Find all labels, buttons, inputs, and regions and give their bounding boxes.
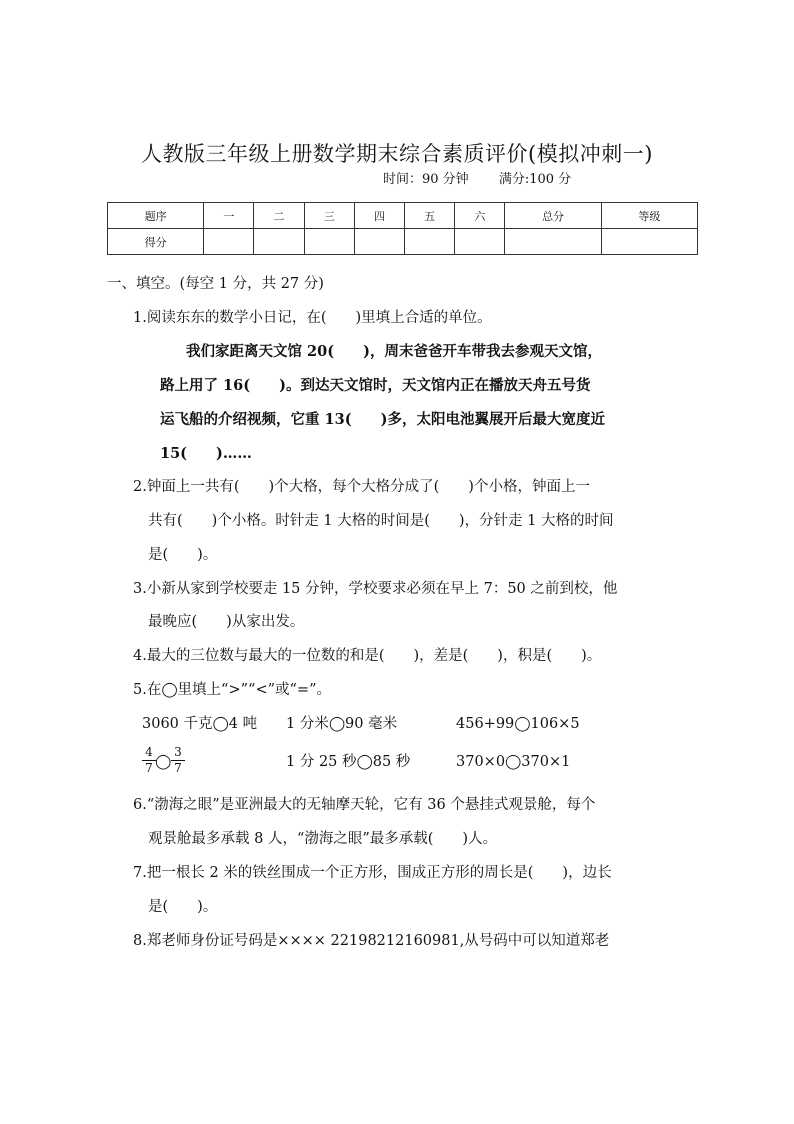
exam-info	[383, 168, 597, 187]
score-cell: 总分	[505, 203, 601, 229]
score-table-header-row	[108, 203, 698, 229]
question-3-cont: 最晚应( )从家出发。	[148, 614, 305, 630]
compare-circle: ◯	[155, 754, 172, 770]
diary-line: 15( )……	[160, 445, 252, 462]
exam-full-score: 满分:100 分	[498, 172, 572, 187]
diary-line: 运飞船的介绍视频，它重 13( )多，太阳电池翼展开后最大宽度近	[160, 411, 605, 428]
compare-item: 3060 千克◯4 吨	[142, 716, 258, 732]
score-cell: 三	[304, 203, 354, 229]
question-5: 5.在◯里填上“>”“<”或“=”。	[133, 682, 331, 698]
question-1: 1.阅读东东的数学小日记，在( )里填上合适的单位。	[133, 310, 492, 326]
score-cell: 六	[455, 203, 505, 229]
diary-line: 路上用了 16( )。到达天文馆时，天文馆内正在播放天舟五号货	[160, 377, 591, 394]
score-input-cell[interactable]	[204, 229, 254, 255]
page-title: 人教版三年级上册数学期末综合素质评价(模拟冲刺一)	[141, 142, 653, 166]
compare-item: 456+99◯106×5	[456, 716, 580, 732]
score-cell: 得分	[108, 229, 204, 255]
diary-line: 我们家距离天文馆 20( )，周末爸爸开车带我去参观天文馆，	[186, 343, 602, 360]
question-7: 7.把一根长 2 米的铁丝围成一个正方形，围成正方形的周长是( )，边长	[133, 865, 612, 881]
score-cell: 二	[254, 203, 304, 229]
question-7-cont: 是( )。	[148, 899, 218, 915]
question-3: 3.小新从家到学校要走 15 分钟，学校要求必须在早上 7：50 之前到校，他	[133, 581, 618, 597]
score-cell: 题序	[108, 203, 204, 229]
question-2: 2.钟面上一共有( )个大格，每个大格分成了( )个小格，钟面上一	[133, 479, 590, 495]
score-input-cell[interactable]	[354, 229, 404, 255]
question-6: 6.“渤海之眼”是亚洲最大的无轴摩天轮，它有 36 个悬挂式观景舱，每个	[133, 797, 596, 813]
score-cell: 等级	[601, 203, 697, 229]
question-6-cont: 观景舱最多承载 8 人，“渤海之眼”最多承载( )人。	[148, 831, 498, 847]
question-4: 4.最大的三位数与最大的一位数的和是( )，差是( )，积是( )。	[133, 648, 602, 664]
fraction-three-sevenths: 3 7	[171, 746, 185, 775]
question-2-cont: 共有( )个小格。时针走 1 大格的时间是( )，分针走 1 大格的时间	[148, 513, 614, 529]
score-input-cell[interactable]	[505, 229, 601, 255]
score-cell: 四	[354, 203, 404, 229]
compare-item: 1 分 25 秒◯85 秒	[286, 754, 411, 770]
question-8: 8.郑老师身份证号码是×××× 22198212160981,从号码中可以知道郑老	[133, 933, 610, 949]
score-table-score-row	[108, 229, 698, 255]
section-heading: 一、填空。(每空 1 分，共 27 分)	[107, 276, 324, 292]
compare-item: 370×0◯370×1	[456, 754, 571, 770]
score-input-cell[interactable]	[304, 229, 354, 255]
compare-item: 1 分米◯90 毫米	[286, 716, 398, 732]
score-input-cell[interactable]	[455, 229, 505, 255]
score-cell: 一	[204, 203, 254, 229]
fraction-four-sevenths: 4 7	[142, 746, 156, 775]
score-input-cell[interactable]	[405, 229, 455, 255]
score-table	[107, 202, 698, 255]
score-input-cell[interactable]	[601, 229, 697, 255]
score-cell: 五	[405, 203, 455, 229]
question-2-cont: 是( )。	[148, 547, 218, 563]
score-input-cell[interactable]	[254, 229, 304, 255]
exam-time: 时间：90 分钟	[383, 172, 469, 187]
